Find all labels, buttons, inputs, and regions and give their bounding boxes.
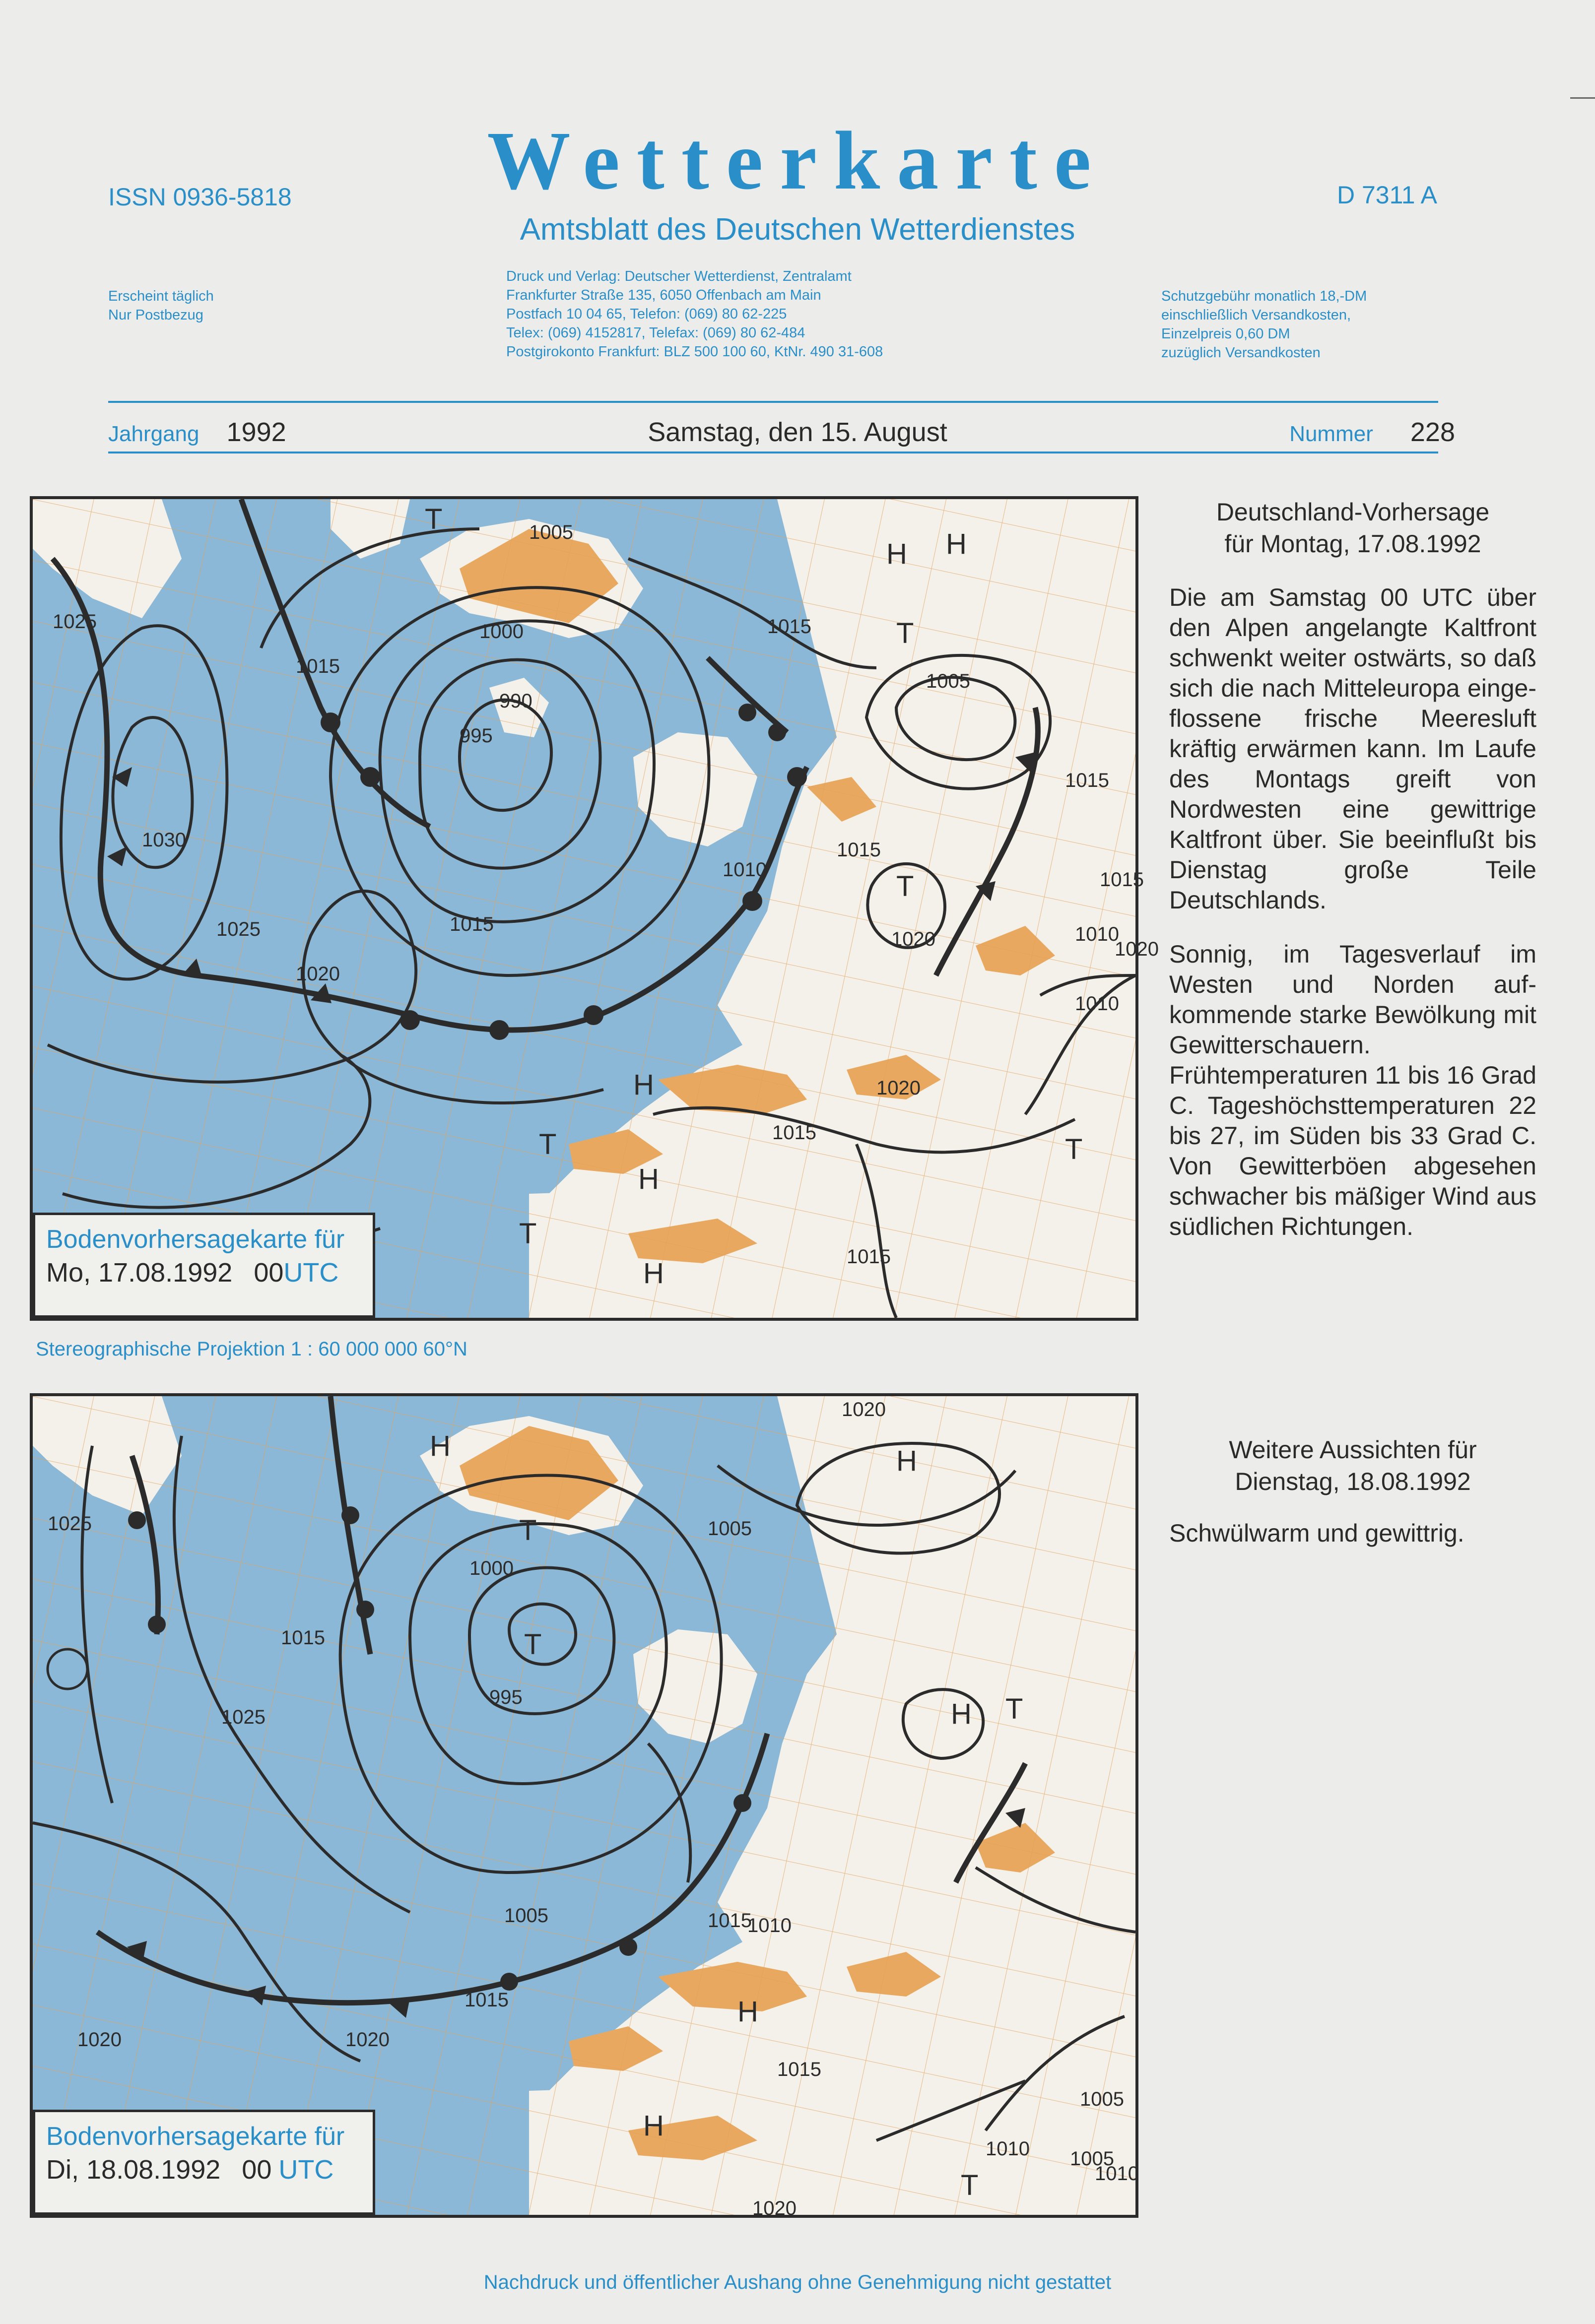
postal-code: D 7311 A [1336, 181, 1437, 209]
forecast-subheading: für Montag, 17.08.1992 [1224, 530, 1481, 558]
isobar-label: 1025 [48, 1513, 92, 1535]
note-line: Erscheint täglich [108, 288, 214, 304]
isobar-label: 1015 [772, 1122, 816, 1144]
isobar-label: 1005 [529, 521, 573, 543]
publisher-block [506, 267, 883, 361]
price-line: Schutzgebühr monatlich 18,-DM [1161, 288, 1367, 304]
high-pressure-label: H [896, 1445, 917, 1477]
outlook-heading: Weitere Aussichten für [1229, 1436, 1477, 1464]
isobar-label: 1020 [345, 2029, 390, 2051]
isobar-label: 1020 [752, 2197, 797, 2219]
low-pressure-label: T [524, 1628, 542, 1661]
price-note [1161, 287, 1367, 362]
edge-mark [1570, 97, 1595, 99]
caption-date: Di, 18.08.1992 [46, 2155, 221, 2185]
header-rule-bottom [108, 452, 1438, 453]
isobar-label: 1015 [296, 655, 340, 677]
high-pressure-label: H [430, 1430, 451, 1462]
publisher-line: Frankfurter Straße 135, 6050 Offenbach am Main [506, 287, 821, 303]
high-pressure-label: H [951, 1698, 972, 1730]
isobar-label: 1020 [1115, 938, 1159, 960]
isobar-label: 1005 [708, 1518, 752, 1540]
map-caption [33, 2110, 375, 2215]
low-pressure-label: T [896, 870, 914, 903]
isobar-label: 1010 [986, 2138, 1030, 2160]
forecast-heading: Deutschland-Vorhersage [1216, 498, 1490, 526]
forecast-map-monday [30, 496, 1159, 1321]
isobar-label: 1015 [767, 616, 811, 638]
publisher-line: Telex: (069) 4152817, Telefax: (069) 80 62-484 [506, 325, 805, 341]
forecast-paragraph: Sonnig, im Tagesverlauf im Westen und Norden aufkommende starke Bewölkung mit Gewitterschauern. Frühtemperaturen 11 bis 16 Grad C. Tageshöchsttemperaturen 22 bis 27, im Süden bis 33 Grad C. Von Gewitterböen abgesehen schwacher bis mäßiger Wind aus südlichen Richtungen. [1169, 940, 1536, 1240]
price-line: einschließlich Versandkosten, [1161, 307, 1351, 323]
isobar-label: 1025 [216, 918, 261, 940]
high-pressure-label: H [946, 528, 967, 560]
isobar-label: 1015 [450, 913, 494, 935]
caption-title: Bodenvorhersagekarte für [46, 2122, 345, 2151]
isobar-label: 1005 [1070, 2148, 1114, 2170]
isobar-label: 1015 [837, 839, 881, 861]
low-pressure-label: T [896, 617, 914, 649]
low-pressure-label: T [519, 1218, 537, 1250]
masthead-subtitle: Amtsblatt des Deutschen Wetterdienstes [520, 212, 1075, 247]
publisher-line: Postgirokonto Frankfurt: BLZ 500 100 60, KtNr. 490 31-608 [506, 344, 883, 360]
price-line: zuzüglich Versandkosten [1161, 345, 1321, 361]
isobar-label: 1020 [842, 1399, 886, 1420]
footer-notice: Nachdruck und öffentlicher Aushang ohne Genehmigung nicht gestattet [483, 2271, 1112, 2293]
caption-hour: 00 [254, 1258, 284, 1288]
isobar-label: 1005 [926, 670, 970, 692]
isobar-label: 1010 [723, 859, 767, 881]
caption-date: Mo, 17.08.1992 [46, 1258, 233, 1288]
issue-date: Samstag, den 15. August [648, 417, 947, 447]
publisher-line: Druck und Verlag: Deutscher Wetterdienst, Zentralamt [506, 268, 852, 284]
outlook-column [1169, 1434, 1536, 1549]
caption-date-line [46, 2153, 362, 2187]
isobar-label: 1020 [891, 928, 935, 950]
low-pressure-label: T [519, 1514, 537, 1547]
isobar-label: 1015 [281, 1627, 325, 1649]
isobar-label: 1025 [53, 611, 97, 633]
isobar-label: 995 [460, 725, 493, 747]
note-line: Nur Postbezug [108, 307, 203, 323]
distribution-note [108, 287, 214, 324]
nummer-label: Nummer [1289, 422, 1373, 446]
isobar-label: 1015 [777, 2059, 821, 2080]
projection-note: Stereographische Projektion 1 : 60 000 000 60°N [36, 1338, 467, 1360]
caption-hour: 00 [242, 2155, 272, 2185]
isobar-label: 995 [489, 1686, 523, 1708]
isobar-label: 1020 [296, 963, 340, 985]
isobar-label: 1015 [708, 1910, 752, 1932]
isobar-label: 1015 [1065, 770, 1109, 791]
high-pressure-label: H [638, 1163, 659, 1195]
price-line: Einzelpreis 0,60 DM [1161, 326, 1290, 342]
nummer-value: 228 [1410, 417, 1455, 447]
high-pressure-label: H [886, 538, 907, 570]
isobar-label: 1010 [1075, 923, 1119, 945]
isobar-label: 1015 [465, 1989, 509, 2011]
isobar-label: 1025 [221, 1706, 266, 1728]
caption-utc: UTC [278, 2155, 334, 2185]
publisher-line: Postfach 10 04 65, Telefon: (069) 80 62-225 [506, 306, 787, 322]
nummer [1289, 415, 1455, 450]
low-pressure-label: T [539, 1128, 557, 1161]
caption-title: Bodenvorhersagekarte für [46, 1225, 345, 1254]
weather-map-svg [33, 1396, 1139, 2219]
high-pressure-label: H [643, 2110, 664, 2142]
weather-map-svg [33, 499, 1159, 1318]
isobar-label: 1005 [504, 1905, 548, 1927]
high-pressure-label: H [643, 1257, 664, 1290]
isobar-label: 1030 [142, 829, 186, 851]
forecast-paragraph: Die am Samstag 00 UTC über den Alpen angelangte Kaltfront schwenkt weiter ostwärts, so daß sich die nach Mitteleuropa eingeflossene frische Meeresluft kräftig erwärmen kann. Im Laufe des Montags greift von Nordwesten eine gewittrige Kaltfront über. Sie beeinflußt bis Dienstag große Teile Deutschlands. [1169, 583, 1536, 914]
forecast-map-tuesday [30, 1393, 1138, 2218]
jahrgang-value: 1992 [226, 417, 286, 447]
high-pressure-label: H [737, 1996, 758, 2028]
high-pressure-label: H [633, 1069, 654, 1101]
masthead-title: Wetterkarte [487, 115, 1108, 207]
isobar-label: 1010 [747, 1915, 792, 1937]
low-pressure-label: T [425, 503, 443, 535]
isobar-label: 1000 [479, 621, 524, 643]
isobar-label: 990 [499, 690, 532, 712]
isobar-label: 1010 [1095, 2163, 1139, 2185]
isobar-label: 1005 [1080, 2088, 1124, 2110]
header-rule-top [108, 401, 1438, 403]
jahrgang-label: Jahrgang [108, 422, 199, 446]
caption-utc: UTC [283, 1258, 339, 1288]
isobar-label: 1015 [1100, 869, 1144, 891]
forecast-column [1169, 496, 1536, 1242]
isobar-label: 1010 [1075, 993, 1119, 1015]
low-pressure-label: T [961, 2169, 979, 2201]
low-pressure-label: T [1005, 1693, 1023, 1725]
map-caption [33, 1213, 375, 1318]
outlook-subheading: Dienstag, 18.08.1992 [1235, 1468, 1471, 1495]
low-pressure-label: T [1065, 1133, 1083, 1165]
isobar-label: 1000 [469, 1557, 514, 1579]
isobar-label: 1020 [77, 2029, 122, 2051]
isobar-label: 1015 [847, 1246, 891, 1268]
outlook-text: Schwülwarm und gewittrig. [1169, 1519, 1464, 1547]
caption-date-line [46, 1256, 362, 1290]
isobar-label: 1020 [876, 1077, 921, 1099]
issn-number: ISSN 0936-5818 [108, 183, 292, 211]
